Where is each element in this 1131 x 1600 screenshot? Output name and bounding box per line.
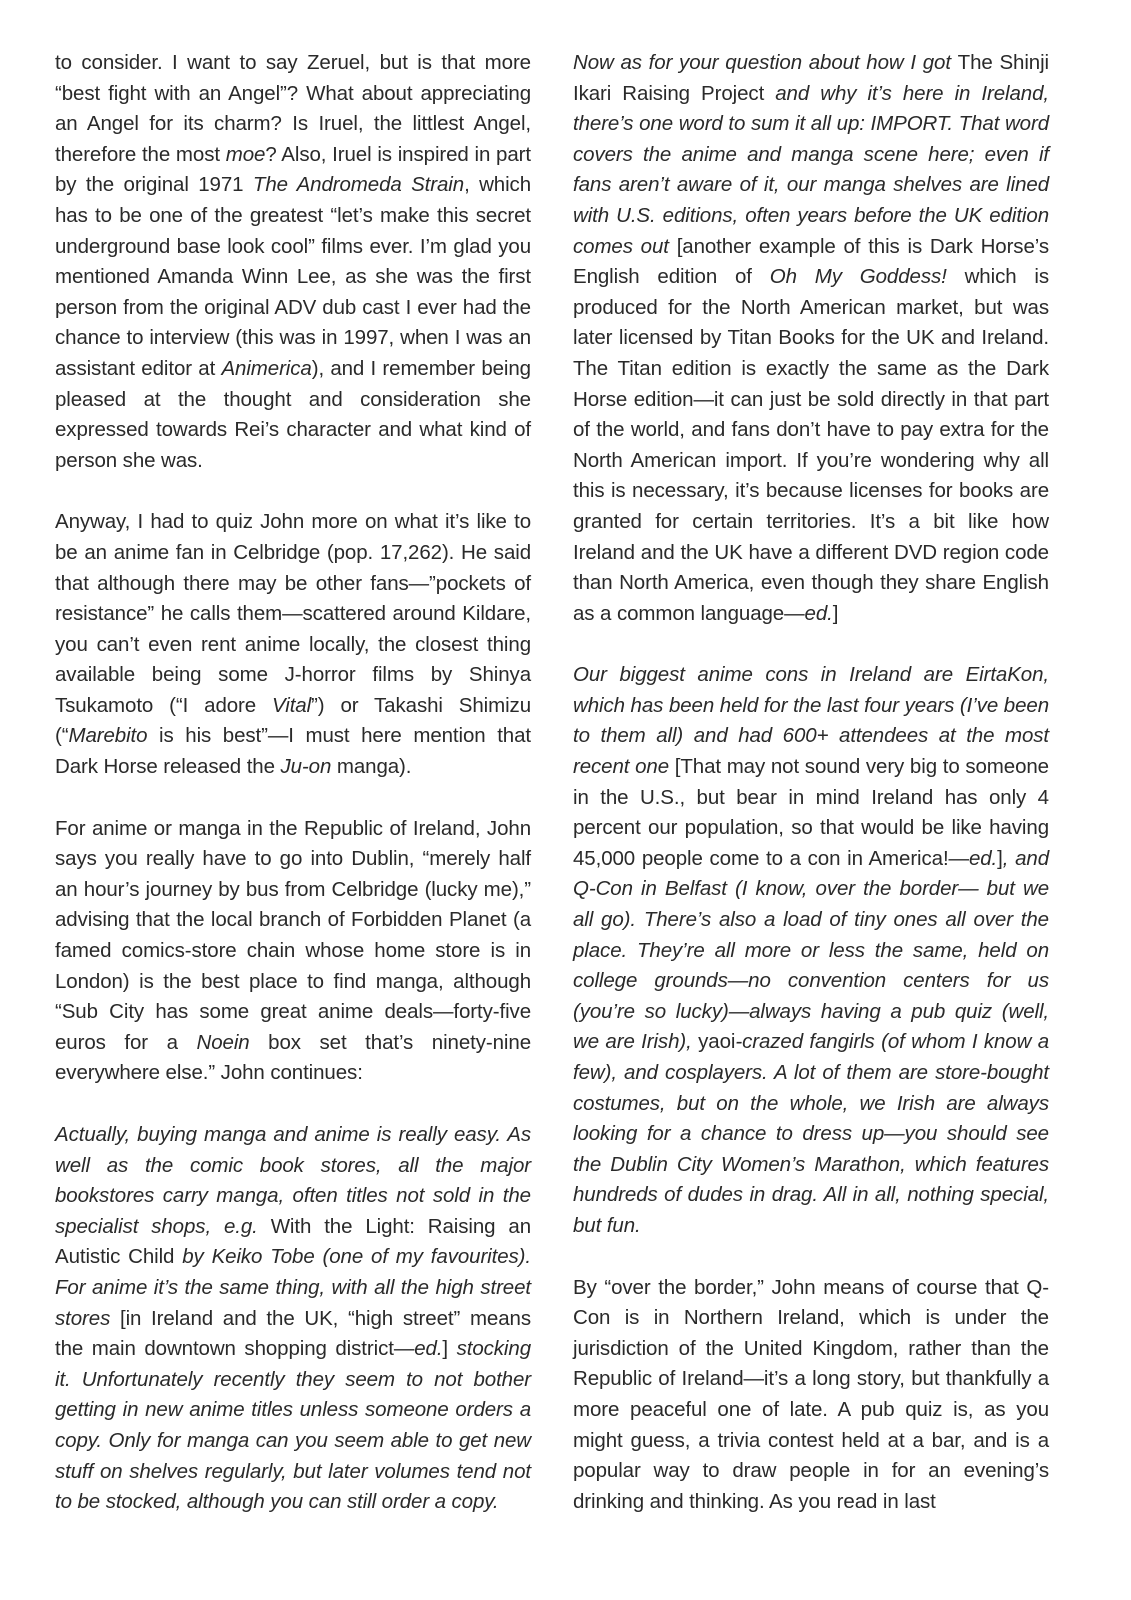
italic-text-run: Our biggest anime cons in Ireland are EirtaKon, which has been held for the last four years (I’ve been to them all) and had 600+ attendees at the most recent one [573,663,1049,779]
paragraph [55,507,531,782]
text-run: yaoi [698,1030,736,1054]
text-run: ), and I remember being pleased at the thought and consideration she expressed towards Rei’s character and what kind of person she was. [55,356,531,472]
paragraph [55,814,531,1089]
text-run: [in Ireland and the UK, “high street” means the main downtown shopping district— [55,1306,531,1361]
text-run: ] [997,846,1003,870]
paragraph [55,48,531,476]
italic-text-run: ed. [414,1337,443,1361]
italic-text-run: -crazed fangirls (of whom I know a few), and cosplayers. A lot of them are store-bought costumes, but on the whole, we Irish are always looking for a chance to dress up—you should see the Dublin City Women’s Marathon, which features hundreds of dudes in drag. All in all, nothing special, but fun. [573,1030,1050,1237]
italic-text-run: Animerica [221,356,312,380]
text-run: is his best”—I must here mention that Dark Horse released the [55,724,531,779]
text-run: For anime or manga in the Republic of Ireland, John says you really have to go into Dublin, “merely half an hour’s journey by bus from Celbridge (lucky me),” advising that the local branch of Forbidden Planet (a famed comics-store chain whose home store is in London) is the best place to find manga, although “Sub City has some great anime deals—forty-five euros for a [55,816,531,1054]
text-run: [another example of this is Dark Horse’s English edition of [573,234,1049,289]
italic-text-run: Marebito [68,724,148,748]
italic-text-run: ed. [968,846,998,870]
italic-text-run: and why it’s here in Ireland, there’s one word to sum it all up: IMPORT. That word covers the anime and manga scene here; even if fans aren’t aware of it, our manga shelves are lined with U.S. editions, often years before the UK edition comes out [573,81,1049,258]
right-column [573,48,1049,1517]
paragraph [573,1273,1049,1518]
text-run: to consider. I want to say Zeruel, but is that more “best fight with an Angel”? What about appreciating an Angel for its charm? Is Iruel, the littlest Angel, therefore the most [55,51,531,166]
text-run: ] [442,1337,449,1361]
text-run: which is produced for the North American market, but was later licensed by Titan Books for the UK and Ireland. The Titan edition is exactly the same as the Dark Horse edition—it can just be sold directly in that part of the world, and fans don’t have to pay extra for the North American import. If you’re wondering why all this is necessary, it’s because licenses for books are granted for certain territories. It’s a bit like how Ireland and the UK have a different DVD region code than North America, even though they share English as a common language— [573,265,1049,625]
italic-text-run: Noein [196,1030,250,1054]
text-run: Anyway, I had to quiz John more on what it’s like to be an anime fan in Celbridge (pop. 17,262). He said that although there may be other fans—”pockets of resistance” he calls them—scattered around Kildare, you can’t even rent anime locally, the closest thing available being some J-horror films by Shinya Tsukamoto (“I adore [55,510,531,717]
italic-text-run: , and Q-Con in Belfast (I know, over the border— but we all go). There’s also a load of tiny ones all over the place. They’re all more or less the same, held on college grounds—no convention centers for us (you’re so lucky)—always having a pub quiz (well, we are Irish), [573,846,1049,1054]
italic-text-run: moe [225,142,266,166]
text-run: The Shinji Ikari Raising Project [573,51,1049,105]
text-run: , which has to be one of the greatest “let’s make this secret underground base look cool” films ever. I’m glad you mentioned Amanda Winn Lee, as she was the first person from the original ADV dub cast I ever had the chance to interview (this was in 1997, when I was an assistant editor at [55,173,532,380]
text-run: ”) or Takashi Shimizu (“ [55,693,531,748]
text-run: ? Also, Iruel is inspired in part by the original 1971 [55,142,531,197]
italic-text-run: ed. [804,601,833,625]
italic-text-run: by Keiko Tobe (one of my favourites). For anime it’s the same thing, with all the high street stores [55,1245,531,1330]
text-run: With the Light: Raising an Autistic Child [55,1214,531,1269]
italic-text-run: The Andromeda Strain [252,173,465,197]
italic-quote-paragraph [573,48,1049,629]
text-run: [That may not sound very big to someone in the U.S., but bear in mind Ireland has only 4 percent our population, so that would be like having 45,000 people come to a con in America!— [573,755,1049,870]
text-run: box set that’s ninety-nine everywhere else.” John continues: [55,1030,531,1085]
text-run: By “over the border,” John means of course that Q-Con is in Northern Ireland, which is under the jurisdiction of the United Kingdom, rather than the Republic of Ireland—it’s a long story, but thankfully a more peaceful one of late. A pub quiz is, as you might guess, a trivia contest held at a bar, and is a popular way to draw people in for an evening’s drinking and thinking. As you read in last [573,1275,1049,1513]
italic-quote-paragraph [573,660,1049,1241]
left-column [55,48,531,1518]
italic-text-run: Now as for your question about how I got [573,51,958,74]
italic-text-run: stocking it. Unfortunately recently they seem to not bother getting in new anime titles unless someone orders a copy. Only for manga can you seem able to get new stuff on shelves regularly, but later volumes tend not to be stocked, although you can still order a copy. [55,1337,531,1514]
text-run: ] [832,601,839,625]
italic-text-run: Ju-on [280,755,332,779]
italic-quote-paragraph [55,1120,531,1518]
italic-text-run: Actually, buying manga and anime is really easy. As well as the comic book stores, all the major bookstores carry manga, often titles not sold in the specialist shops, e.g. [55,1123,531,1238]
italic-text-run: Vital [272,693,312,717]
italic-text-run: Oh My Goddess! [769,265,947,289]
text-run: manga). [331,755,412,779]
